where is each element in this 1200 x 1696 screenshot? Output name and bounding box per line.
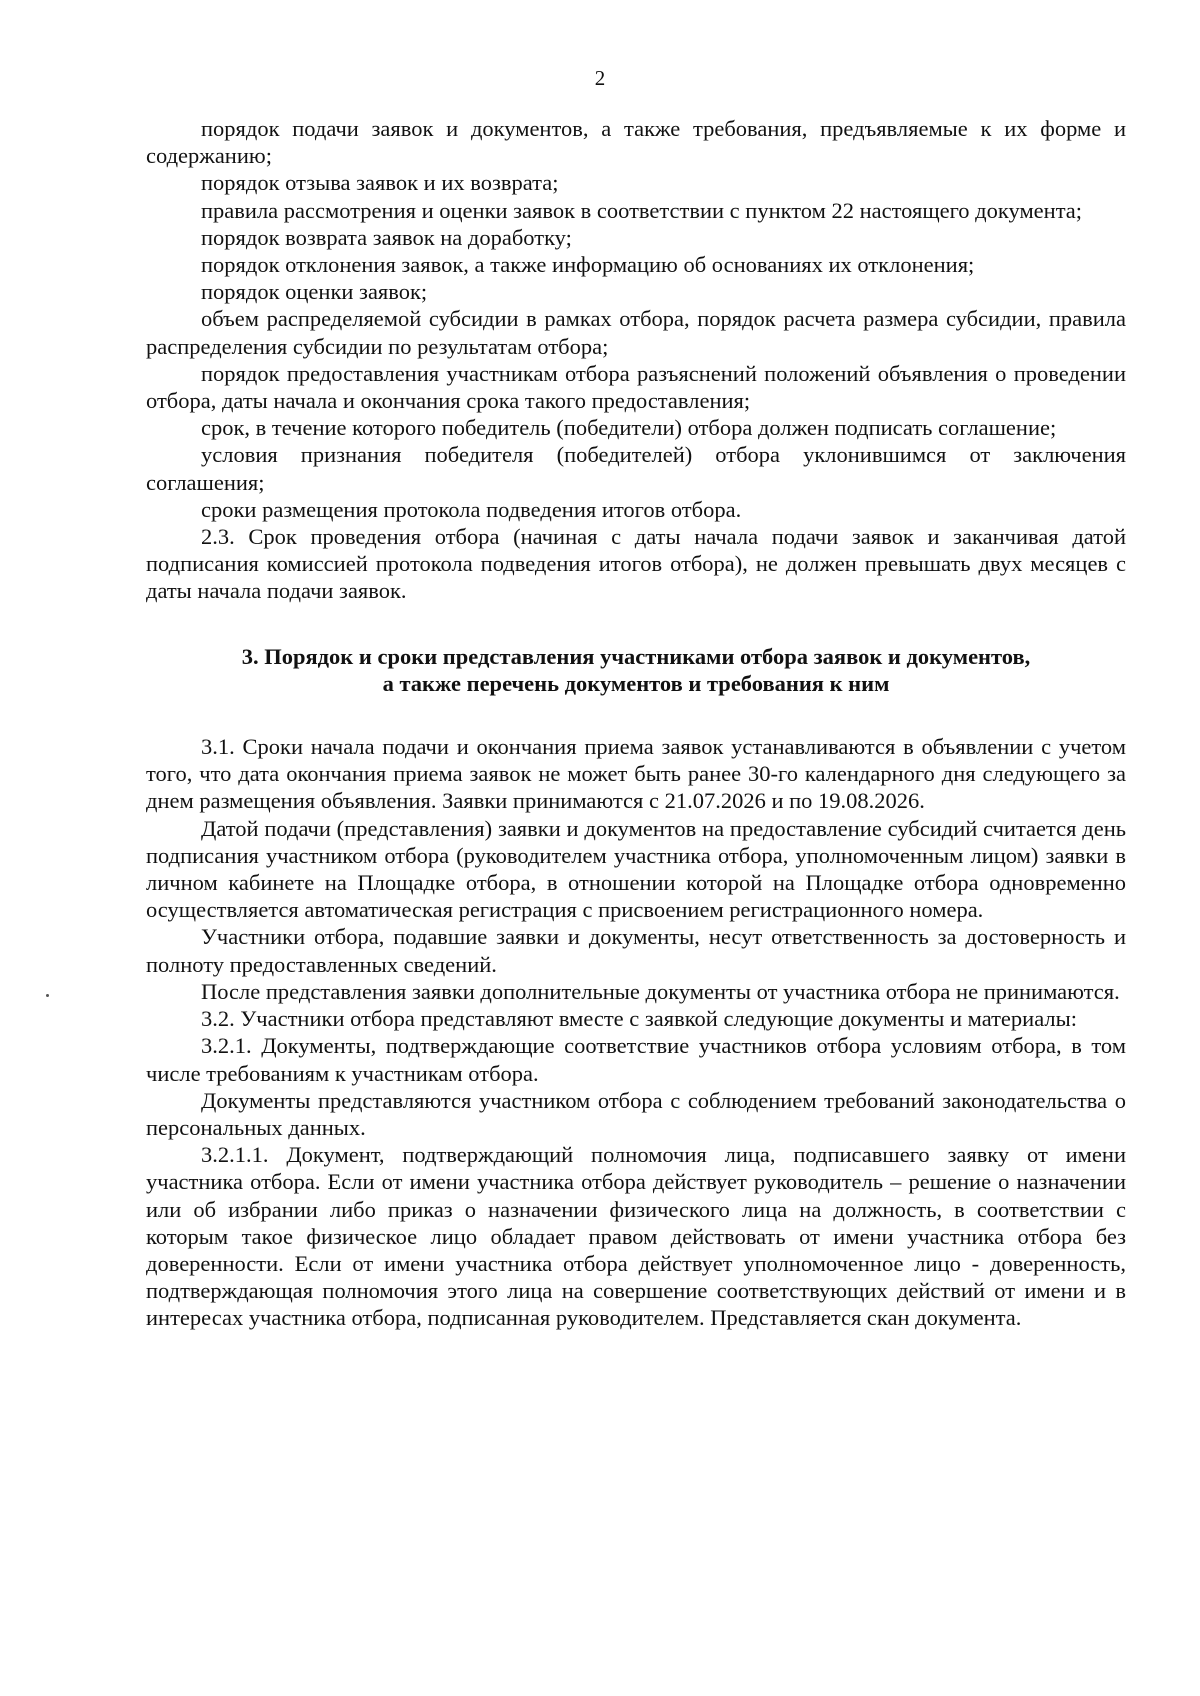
paragraph: 3.1. Сроки начала подачи и окончания приема заявок устанавливаются в объявлении с учетом того, что дата окончания приема заявок не может быть ранее 30-го календарного дня следующего за днем размещения объявления. Заявки принимаются с 21.07.2026 и по 19.08.2026. — [146, 734, 1126, 814]
paragraph: порядок оценки заявок; — [201, 279, 428, 305]
section-heading-line: а также перечень документов и требования к ним — [382, 670, 890, 696]
paragraph: Участники отбора, подавшие заявки и документы, несут ответственность за достоверность и полноту предоставленных сведений. — [146, 924, 1126, 977]
paragraph: срок, в течение которого победитель (победители) отбора должен подписать соглашение; — [201, 415, 1057, 441]
paragraph: порядок подачи заявок и документов, а также требования, предъявляемые к их форме и содержанию; — [146, 116, 1126, 169]
paragraph: сроки размещения протокола подведения итогов отбора. — [201, 496, 742, 522]
paragraph: правила рассмотрения и оценки заявок в соответствии с пунктом 22 настоящего документа; — [201, 197, 1083, 223]
paragraph: порядок отзыва заявок и их возврата; — [201, 170, 559, 196]
section-heading-line: 3. Порядок и сроки представления участниками отбора заявок и документов, — [241, 643, 1031, 669]
paragraph: Документы представляются участником отбора с соблюдением требований законодательства о персональных данных. — [146, 1087, 1126, 1140]
paragraph: После представления заявки дополнительные документы от участника отбора не принимаются. — [201, 978, 1120, 1004]
document-body — [146, 115, 1126, 1332]
paragraph: 2.3. Срок проведения отбора (начиная с даты начала подачи заявок и заканчивая датой подписания комиссией протокола подведения итогов отбора), не должен превышать двух месяцев с даты начала подачи заявок. — [146, 524, 1126, 604]
paragraph: порядок возврата заявок на доработку; — [201, 224, 572, 250]
paragraph: порядок предоставления участникам отбора разъяснений положений объявления о проведении отбора, даты начала и окончания срока такого предоставления; — [146, 360, 1126, 414]
page-number: 2 — [594, 66, 606, 90]
paragraph: условия признания победителя (победителей) отбора уклонившимся от заключения соглашения; — [146, 442, 1126, 495]
paragraph: 3.2.1.1. Документ, подтверждающий полномочия лица, подписавшего заявку от имени участника отбора. Если от имени участника отбора действует руководитель – решение о назначении или об избрании либо приказ о назначении физического лица на должность, в соответствии с которым такое физическое лицо обладает правом действовать от имени участника отбора без доверенности. Если от имени участника отбора действует уполномоченное лицо - доверенность, подтверждающая полномочия этого лица на совершение соответствующих действий от имени и в интересах участника отбора, подписанная руководителем. Представляется скан документа. — [146, 1142, 1126, 1331]
paragraph: 3.2. Участники отбора представляют вместе с заявкой следующие документы и материалы: — [201, 1006, 1077, 1032]
section-heading — [146, 643, 1126, 697]
paragraph: порядок отклонения заявок, а также информацию об основаниях их отклонения; — [201, 252, 975, 278]
scan-artifact-dot — [46, 994, 49, 997]
paragraph: 3.2.1. Документы, подтверждающие соответствие участников отбора условиям отбора, в том числе требованиям к участникам отбора. — [146, 1033, 1126, 1086]
paragraph: Датой подачи (представления) заявки и документов на предоставление субсидий считается день подписания участником отбора (руководителем участника отбора, уполномоченным лицом) заявки в личном кабинете на Площадке отбора, в отношении которой на Площадке отбора одновременно осуществляется автоматическая регистрация с присвоением регистрационного номера. — [146, 815, 1126, 923]
paragraph: объем распределяемой субсидии в рамках отбора, порядок расчета размера субсидии, правила распределения субсидии по результатам отбора; — [146, 306, 1126, 359]
